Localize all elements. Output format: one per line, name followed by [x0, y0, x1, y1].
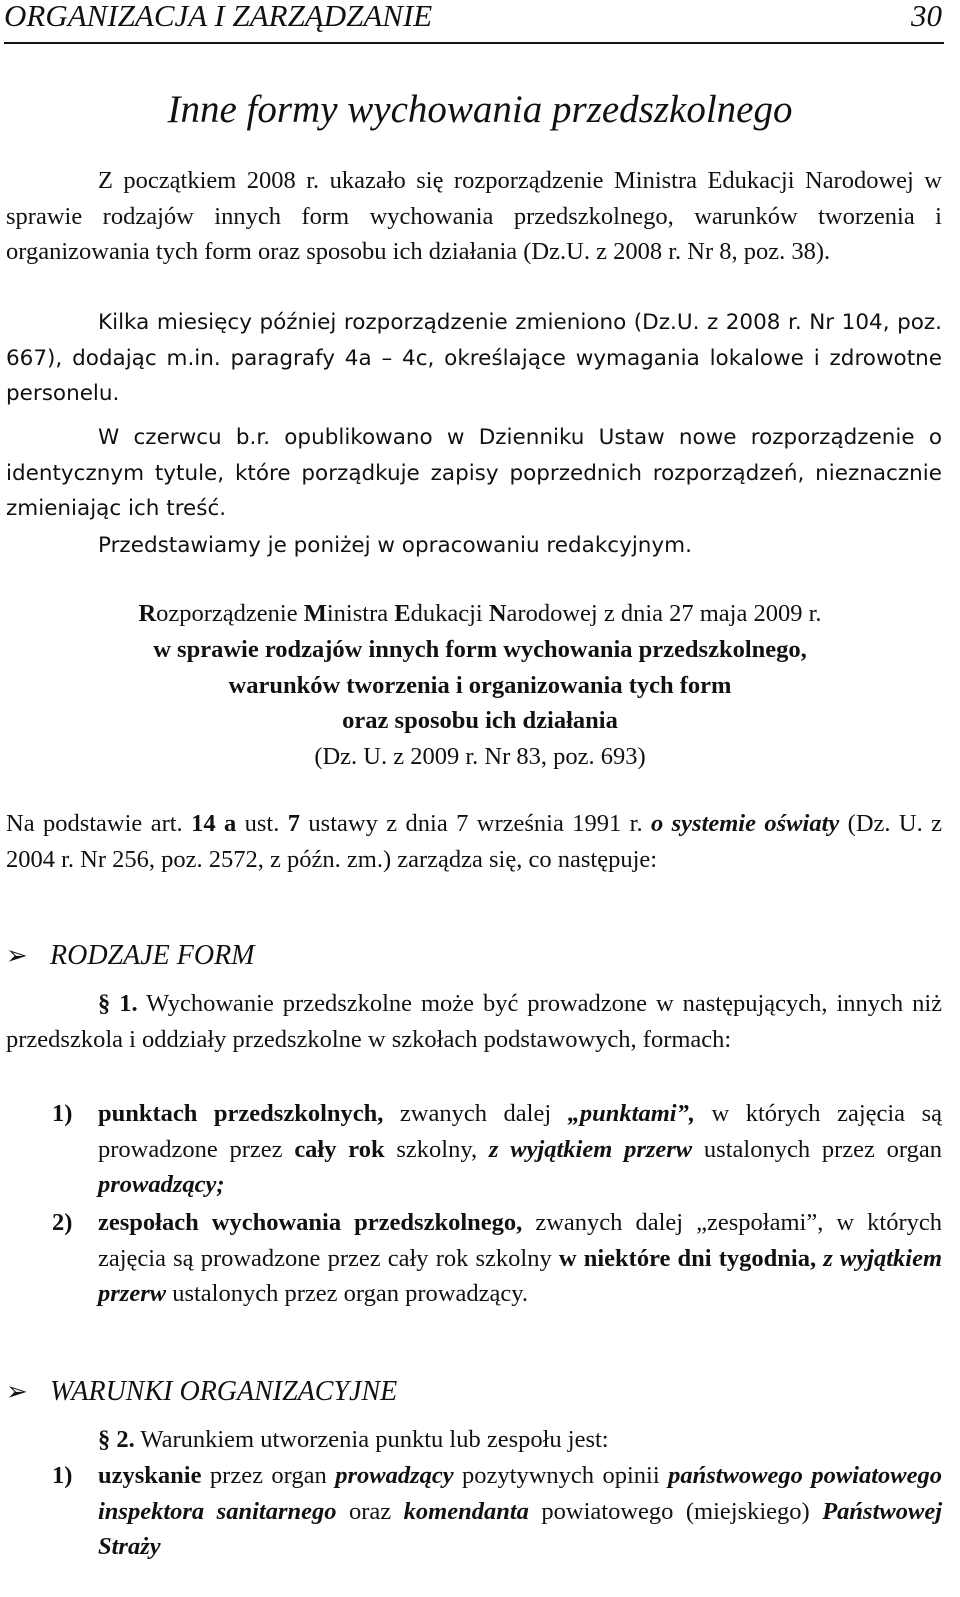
term-bold: uzyskanie — [98, 1462, 202, 1489]
arrow-bullet-icon: ➢ — [6, 1377, 28, 1406]
regulation-title — [0, 596, 960, 632]
paragraph-2 — [6, 1422, 942, 1458]
regulation-title-initial-n: N — [488, 600, 507, 627]
list-item-3 — [52, 1458, 942, 1565]
paragraph-number: 2. — [116, 1426, 135, 1453]
term-bold: cały rok — [294, 1135, 385, 1163]
intro-paragraph-3: W czerwcu b.r. opublikowano w Dzienniku Ustaw nowe rozporządzenie o identycznym tytule, które porządkuje zapisy poprzednich rozporządzeń, nieznacznie zmieniając ich treść. — [6, 425, 942, 521]
section-heading-warunki-organizacyjne — [6, 1374, 397, 1410]
regulation-subtitle-line-3: oraz sposobu ich działania — [342, 707, 618, 734]
regulation-title-initial-e: E — [394, 600, 411, 627]
list-item-1 — [52, 1096, 942, 1203]
basis-text: ustawy z dnia 7 września 1991 r. — [300, 810, 651, 837]
list-item-2 — [52, 1205, 942, 1312]
legal-basis-paragraph — [6, 806, 942, 877]
regulation-subtitle-line-1: w sprawie rodzajów innych form wychowania przedszkolnego, — [153, 636, 807, 663]
list-item-number: 2) — [52, 1209, 73, 1236]
list-text: pozytywnych opinii — [453, 1462, 669, 1489]
basis-text: (Dz. U. z 2004 r. Nr 256, poz. 2572, z późn. zm.) zarządza się, co następuje: — [6, 810, 943, 873]
list-text: przez organ — [201, 1462, 336, 1489]
paragraph-number: 1. — [119, 990, 138, 1017]
regulation-title-part: arodowej z dnia 27 maja 2009 r. — [506, 600, 822, 627]
term-bold: zespołach wychowania przedszkolnego, — [98, 1209, 523, 1236]
regulation-title-initial-m: M — [303, 600, 327, 627]
regulation-title-part: dukacji — [410, 600, 489, 627]
list-text: oraz — [336, 1497, 404, 1525]
list-text: szkolny, — [384, 1135, 489, 1163]
article-title: Inne formy wychowania przedszkolnego — [167, 88, 793, 131]
intro-paragraph-4: Przedstawiamy je poniżej w opracowaniu redakcyjnym. — [98, 533, 692, 558]
list-text: ustalonych przez organ — [692, 1135, 942, 1163]
list-text: zwanych dalej „zespołami”, w których zajęcia są prowadzone przez cały rok szkolny — [98, 1209, 943, 1272]
paragraph-text: Warunkiem utworzenia punktu lub zespołu jest: — [134, 1426, 609, 1453]
list-text: w których zajęcia są prowadzone przez — [98, 1100, 942, 1163]
intro-paragraph-1: Z początkiem 2008 r. ukazało się rozporządzenie Ministra Edukacji Narodowej w sprawie rodzajów innych form wychowania przedszkolnego, warunków tworzenia i organizowania tych form oraz sposobu ich działania (Dz.U. z 2008 r. Nr 8, poz. 38). — [6, 167, 942, 265]
header-section-title: ORGANIZACJA I ZARZĄDZANIE — [4, 0, 433, 33]
regulation-title-part: inistra — [326, 600, 395, 627]
list-text: powiatowego (miejskiego) — [528, 1497, 823, 1525]
basis-text: ust. — [236, 810, 288, 837]
section-sign: § — [98, 990, 111, 1017]
regulation-subtitle-line-2: warunków tworzenia i organizowania tych form — [228, 672, 732, 699]
list-text: zwanych dalej — [383, 1100, 568, 1127]
section-heading-rodzaje-form — [6, 938, 255, 974]
term-bold-italic: państwowego powiatowego inspektora sanitarnego — [98, 1462, 943, 1525]
term-bold: w niektóre dni tygodnia, — [558, 1244, 817, 1272]
term-bold-italic: prowadzący — [335, 1462, 454, 1489]
section-sign: § — [98, 1426, 111, 1453]
paragraph-text: Wychowanie przedszkolne może być prowadzone w następujących, innych niż przedszkola i oddziały przedszkolne w szkołach podstawowych, formach: — [6, 990, 943, 1053]
term-bold-italic: „punktami”, — [567, 1100, 695, 1127]
term-bold-italic: Państwowej Straży — [98, 1497, 942, 1560]
list-text: ustalonych przez organ prowadzący. — [166, 1280, 528, 1307]
paragraph-1 — [6, 986, 942, 1057]
term-bold-italic: komendanta — [403, 1497, 529, 1525]
arrow-bullet-icon: ➢ — [6, 941, 28, 970]
basis-text: Na podstawie art. — [6, 810, 192, 837]
section-heading-text: WARUNKI ORGANIZACYJNE — [50, 1376, 398, 1407]
header-page-number: 30 — [911, 0, 942, 33]
term-bold-italic: z wyjątkiem przerw — [98, 1244, 943, 1307]
term-bold: punktach przedszkolnych, — [98, 1100, 384, 1127]
term-bold-italic: z wyjątkiem przerw — [488, 1135, 693, 1163]
basis-section-number: 7 — [287, 810, 301, 837]
running-header — [4, 0, 944, 44]
list-item-number: 1) — [52, 1100, 73, 1127]
term-bold-italic: prowadzący; — [98, 1171, 225, 1198]
basis-article-number: 14 a — [191, 810, 237, 837]
regulation-source: (Dz. U. z 2009 r. Nr 83, poz. 693) — [314, 743, 646, 770]
regulation-title-initial-r: R — [138, 600, 157, 627]
basis-act-title: o systemie oświaty — [650, 810, 840, 837]
list-item-number: 1) — [52, 1462, 73, 1489]
intro-paragraph-2: Kilka miesięcy później rozporządzenie zmieniono (Dz.U. z 2008 r. Nr 104, poz. 667), dodając m.in. paragrafy 4a – 4c, określające wymagania lokalowe i zdrowotne personelu. — [6, 310, 942, 406]
regulation-title-part: ozporządzenie — [156, 600, 304, 627]
section-heading-text: RODZAJE FORM — [50, 940, 255, 971]
